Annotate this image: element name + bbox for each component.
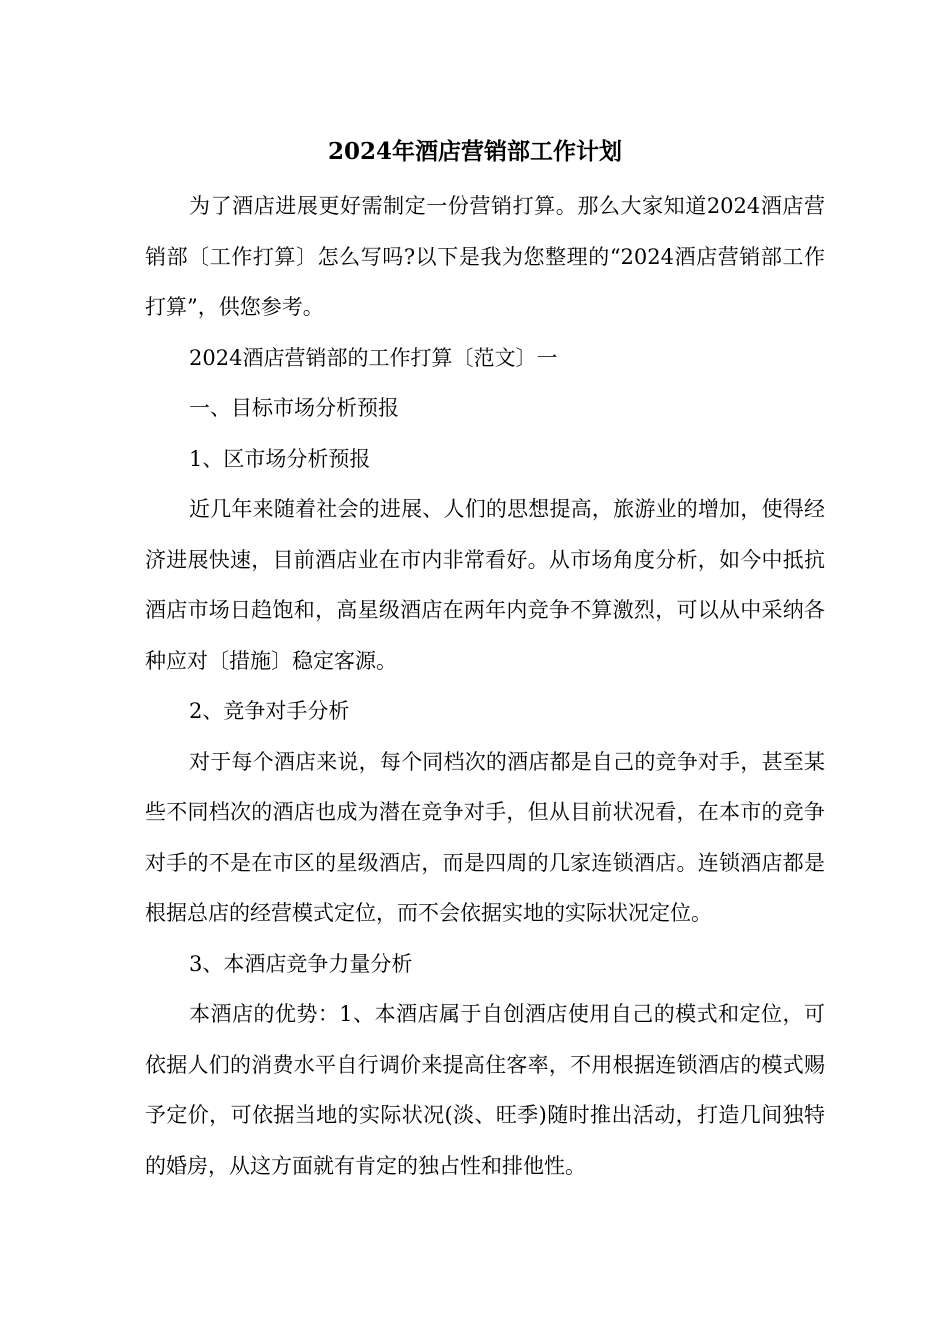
market-analysis-paragraph: 近几年来随着社会的进展、人们的思想提高，旅游业的增加，使得经济进展快速，目前酒店业在市内非常看好。从市场角度分析，如今中抵抗酒店市场日趋饱和，高星级酒店在两年内竞争不算激烈，可以从中采纳各种应对〔措施〕稳定客源。 [145, 497, 825, 673]
competitiveness-paragraph: 本酒店的优势：1、本酒店属于自创酒店使用自己的模式和定位，可依据人们的消费水平自行调价来提高住客率，不用根据连锁酒店的模式赐予定价，可依据当地的实际状况(淡、旺季)随时推出活动，打造几间独特的婚房，从这方面就有肯定的独占性和排他性。 [145, 1002, 825, 1178]
document-body [145, 181, 825, 1191]
section-heading-sample: 2024酒店营销部的工作打算〔范文〕一 [189, 345, 558, 370]
subsection-heading-competitiveness: 3、本酒店竞争力量分析 [189, 951, 413, 976]
intro-paragraph: 为了酒店进展更好需制定一份营销打算。那么大家知道2024酒店营销部〔工作打算〕怎么写吗?以下是我为您整理的“2024酒店营销部工作打算”，供您参考。 [145, 194, 825, 319]
section-heading-target-market: 一、目标市场分析预报 [189, 396, 399, 420]
subsection-heading-competitor-analysis: 2、竞争对手分析 [189, 699, 350, 723]
subsection-heading-market-analysis: 1、区市场分析预报 [189, 446, 371, 471]
competitor-analysis-paragraph: 对于每个酒店来说，每个同档次的酒店都是自己的竞争对手，甚至某些不同档次的酒店也成为潜在竞争对手，但从目前状况看，在本市的竞争对手的不是在市区的星级酒店，而是四周的几家连锁酒店。连锁酒店都是根据总店的经营模式定位，而不会依据实地的实际状况定位。 [145, 749, 825, 925]
document-title: 2024年酒店营销部工作计划 [327, 138, 622, 165]
